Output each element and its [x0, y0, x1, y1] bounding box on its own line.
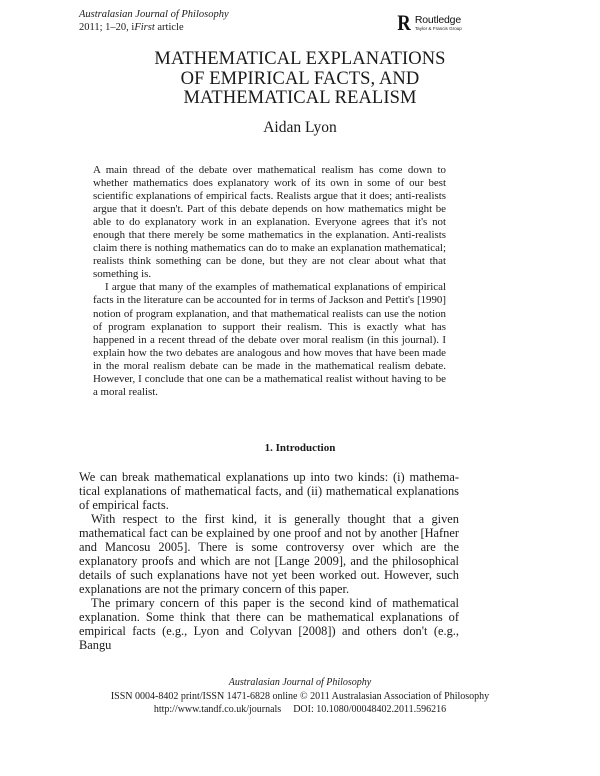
journal-name: Australasian Journal of Philosophy: [79, 9, 229, 20]
issue-info: 2011; 1–20, iFirst article: [79, 22, 184, 33]
footer-journal-name: Australasian Journal of Philosophy: [228, 677, 372, 688]
article-title: [0, 50, 600, 109]
author-name: Aidan Lyon: [263, 119, 337, 136]
abstract-paragraph: I argue that many of the examples of mathematical explanations of empirical facts in the literature can be accounted for in terms of Jackson and Pettit's [1990] notion of program explanation, and that mathematical realists can use the notion of program explanation to support their realism. This is exactly what has happened in a recent thread of the debate over moral realism (in this journal). I explain how the two debates are analogous and how moves that have been made in the moral realism debate can be made in the mathematical realism debate. However, I conclude that one can be a mathematical realist without having to be a moral realist.: [93, 281, 446, 398]
running-header: [79, 8, 229, 34]
publisher-logo: [396, 10, 462, 35]
abstract: [93, 164, 446, 399]
abstract-paragraph: A main thread of the debate over mathematical realism has come down to whether mathematics does explanatory work of its own in some of our best scientific explanations of empirical facts. Realists argue that it does; anti-realists argue that it doesn't. Part of this debate depends on how mathematics might be able to do explanatory work in an explanation. Everyone agrees that it's not enough that there merely be some mathematics in the explanation. Anti-realists claim there is nothing mathematics can do to make an explanation mathematical; realists think something can be done, but they are not clear about what that something is.: [93, 164, 446, 281]
publisher-tagline: Taylor & Francis Group: [414, 25, 462, 31]
title-line: MATHEMATICAL REALISM: [183, 88, 417, 108]
body-text: [79, 470, 459, 652]
routledge-r-logo-icon: R: [397, 10, 411, 35]
doi: DOI: 10.1080/00048402.2011.596216: [293, 704, 447, 715]
section-heading: 1. Introduction: [264, 442, 336, 454]
body-paragraph: With respect to the first kind, it is generally thought that a given mathematical fact can be explained by one proof and not by another [Hafner and Mancosu 2005]. There is some controversy over which are the explanatory proofs and which are not [Lange 2009], and the philosophical details of such explanations have not yet been worked out. However, such explanations are not the primary concern of this paper.: [79, 512, 459, 596]
journal-url-link[interactable]: http://www.tandf.co.uk/journals: [153, 704, 282, 715]
body-paragraph: We can break mathematical explanations up into two kinds: (i) mathematical explanations of mathematical facts, and (ii) mathematical explanations of empirical facts.: [79, 470, 459, 512]
publisher-name: Routledge: [414, 13, 461, 26]
footer-issn: ISSN 0004-8402 print/ISSN 1471-6828 online © 2011 Australasian Association of Philosophy: [110, 690, 490, 702]
page-footer: [0, 676, 600, 717]
body-paragraph: The primary concern of this paper is the second kind of mathematical explanation. Some think that there can be mathematical explanations of empirical facts (e.g., Lyon and Colyvan [2008]) and others don't (e.g., Bangu: [79, 596, 459, 652]
title-line: OF EMPIRICAL FACTS, AND: [180, 68, 420, 89]
title-line: MATHEMATICAL EXPLANATIONS: [154, 49, 446, 69]
footer-links: [0, 703, 600, 717]
